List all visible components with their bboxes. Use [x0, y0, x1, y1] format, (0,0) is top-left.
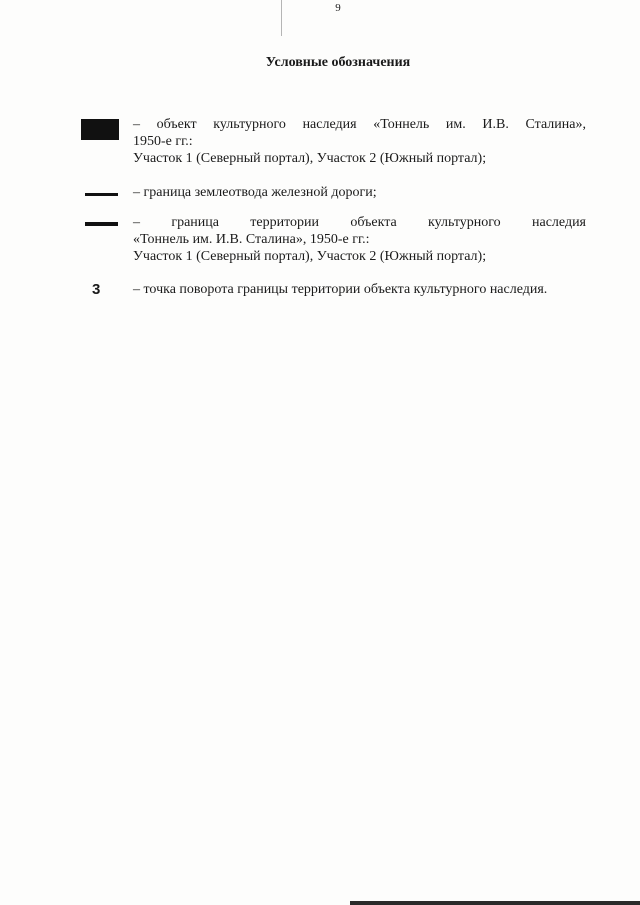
- legend-text-line: Участок 1 (Северный портал), Участок 2 (Южный портал);: [133, 151, 487, 166]
- turning-point-number: 3: [92, 281, 101, 298]
- legend-text: [133, 281, 603, 298]
- legend-text: [133, 116, 586, 167]
- scan-edge-bar: [350, 901, 640, 905]
- legend-text-line: – объект культурного наследия «Тоннель им. И.В. Сталина»,: [133, 117, 586, 132]
- legend-text-line: «Тоннель им. И.В. Сталина», 1950-е гг.:: [133, 232, 370, 247]
- legend-text: [133, 214, 586, 265]
- legend-text-line: – граница землеотвода железной дороги;: [133, 185, 377, 200]
- legend-text-line: – граница территории объекта культурного наследия: [133, 215, 586, 230]
- legend-text-line: Участок 1 (Северный портал), Участок 2 (Южный портал);: [133, 249, 487, 264]
- legend-text-line: 1950-е гг.:: [133, 134, 193, 149]
- legend-text: [133, 184, 586, 201]
- filled-area-symbol: [81, 119, 119, 140]
- boundary-line-symbol: [85, 193, 118, 196]
- legend-text-line: – точка поворота границы территории объекта культурного наследия.: [133, 282, 548, 297]
- territory-line-symbol: [85, 222, 118, 226]
- page-number: 9: [335, 2, 341, 14]
- page-title: Условные обозначения: [265, 55, 411, 70]
